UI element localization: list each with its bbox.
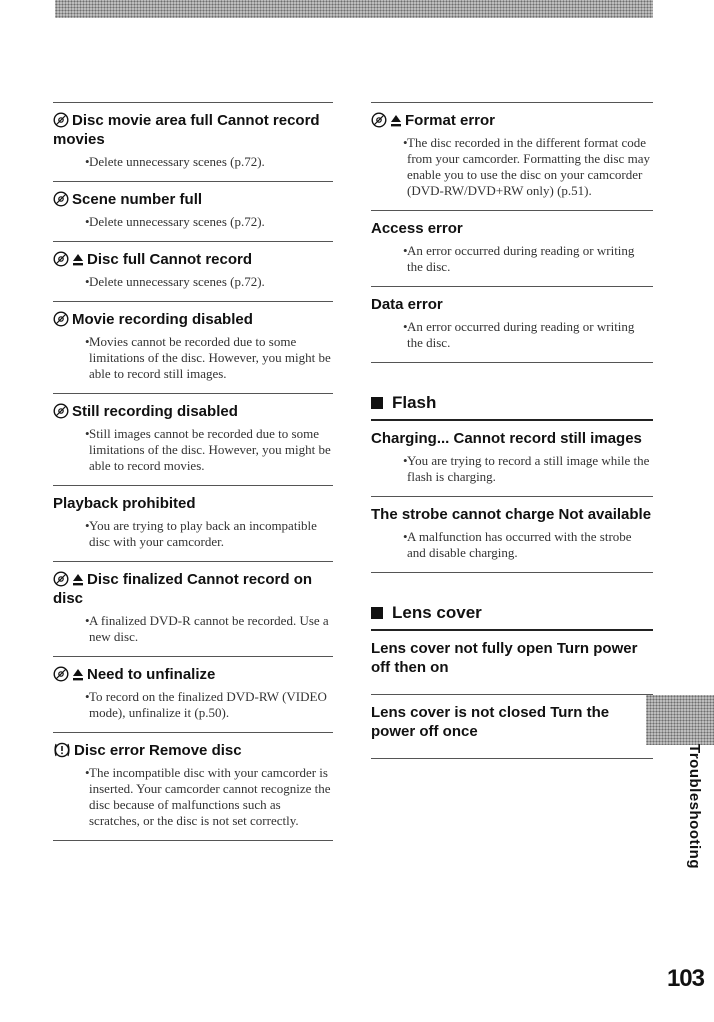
section-title: Flash: [392, 393, 437, 412]
message-heading: [53, 402, 333, 421]
message-title: Still recording disabled: [72, 403, 238, 420]
message-heading: [53, 570, 333, 608]
message-description: [53, 613, 333, 645]
message-title: Playback prohibited: [53, 495, 196, 512]
message-entry: [53, 181, 333, 241]
bullet-dot: •: [403, 319, 408, 334]
description-text: The disc recorded in the different format code from your camcorder. Formatting the disc may enable you to use the disc on your camcorder (DVD-RW/DVD+RW only) (p.51).: [407, 135, 650, 198]
message-heading: [371, 429, 653, 448]
message-entry: [371, 210, 653, 286]
side-tab-label: Troubleshooting: [686, 744, 703, 869]
message-entry: [53, 732, 333, 841]
description-text: You are trying to record a still image while the flash is charging.: [407, 453, 650, 484]
message-description: [371, 135, 653, 199]
message-description: [53, 154, 333, 170]
header-pattern-band: [55, 0, 653, 18]
disc-icon: [53, 666, 69, 682]
message-description: [371, 243, 653, 275]
message-title: Data error: [371, 296, 443, 313]
message-title: Access error: [371, 220, 463, 237]
disc-icon: [53, 403, 69, 419]
message-entry: [371, 286, 653, 363]
message-description: [53, 274, 333, 290]
message-title: Lens cover is not closed Turn the power off once: [371, 704, 610, 740]
bullet-dot: •: [85, 689, 90, 704]
bullet-dot: •: [403, 243, 408, 258]
disc-icon: [53, 251, 69, 267]
message-description: [53, 689, 333, 721]
message-heading: [53, 250, 333, 269]
eject-icon: [72, 573, 84, 587]
message-entry: [371, 631, 653, 694]
message-description: [53, 214, 333, 230]
message-description: [53, 518, 333, 550]
description-text: To record on the finalized DVD-RW (VIDEO mode), unfinalize it (p.50).: [89, 689, 327, 720]
bullet-dot: •: [403, 529, 408, 544]
message-heading: [371, 295, 653, 314]
message-entry: [371, 496, 653, 573]
message-title: The strobe cannot charge Not available: [371, 506, 652, 523]
message-heading: [53, 665, 333, 684]
message-title: Disc finalized Cannot record on disc: [53, 571, 313, 607]
bullet-dot: •: [403, 135, 408, 150]
message-heading: [371, 505, 653, 524]
message-entry: [53, 393, 333, 485]
right-column: [371, 102, 653, 759]
message-entry: [371, 694, 653, 759]
message-heading: [53, 190, 333, 209]
message-title: Disc movie area full Cannot record movies: [53, 112, 320, 148]
left-column: [53, 102, 333, 841]
message-title: Charging... Cannot record still images: [371, 430, 642, 447]
description-text: Delete unnecessary scenes (p.72).: [89, 154, 265, 169]
message-entry: [371, 421, 653, 496]
message-title: Format error: [405, 112, 496, 129]
bullet-dot: •: [403, 453, 408, 468]
message-entry: [53, 656, 333, 732]
message-entry: [53, 102, 333, 181]
message-entry: [53, 485, 333, 561]
message-title: Lens cover not fully open Turn power off then on: [371, 640, 638, 676]
disc-error-icon: [53, 742, 71, 758]
bullet-dot: •: [85, 154, 90, 169]
bullet-dot: •: [85, 274, 90, 289]
description-text: A malfunction has occurred with the strobe and disable charging.: [407, 529, 632, 560]
square-bullet-icon: [371, 397, 383, 409]
message-heading: [371, 111, 653, 130]
message-entry: [53, 561, 333, 656]
disc-icon: [53, 112, 69, 128]
message-description: [53, 765, 333, 829]
section-heading-lens-cover: [371, 603, 653, 631]
section-heading-flash: [371, 393, 653, 421]
description-text: Delete unnecessary scenes (p.72).: [89, 214, 265, 229]
message-heading: [371, 703, 653, 741]
message-title: Movie recording disabled: [72, 311, 253, 328]
message-description: [371, 453, 653, 485]
message-heading: [371, 219, 653, 238]
bullet-dot: •: [85, 214, 90, 229]
message-title: Need to unfinalize: [87, 666, 216, 683]
message-heading: [53, 741, 333, 760]
description-text: An error occurred during reading or writing the disc.: [407, 243, 635, 274]
message-description: [53, 426, 333, 474]
message-description: [53, 334, 333, 382]
eject-icon: [72, 668, 84, 682]
message-description: [371, 319, 653, 351]
disc-icon: [53, 571, 69, 587]
description-text: Still images cannot be recorded due to some limitations of the disc. However, you might be able to record movies.: [89, 426, 331, 473]
disc-icon: [53, 191, 69, 207]
message-heading: [53, 310, 333, 329]
description-text: A finalized DVD-R cannot be recorded. Use a new disc.: [89, 613, 329, 644]
message-heading: [53, 494, 333, 513]
description-text: Movies cannot be recorded due to some limitations of the disc. However, you might be able to record still images.: [89, 334, 331, 381]
description-text: The incompatible disc with your camcorder is inserted. Your camcorder cannot recognize the disc because of malfunctions such as scratches, or the disc is not set correctly.: [89, 765, 331, 828]
section-title: Lens cover: [392, 603, 482, 622]
bullet-dot: •: [85, 518, 90, 533]
message-entry: [53, 301, 333, 393]
message-title: Scene number full: [72, 191, 203, 208]
bullet-dot: •: [85, 334, 90, 349]
description-text: An error occurred during reading or writing the disc.: [407, 319, 635, 350]
eject-icon: [390, 114, 402, 128]
square-bullet-icon: [371, 607, 383, 619]
eject-icon: [72, 253, 84, 267]
description-text: Delete unnecessary scenes (p.72).: [89, 274, 265, 289]
bullet-dot: •: [85, 426, 90, 441]
message-entry: [53, 241, 333, 301]
message-heading: [53, 111, 333, 149]
bullet-dot: •: [85, 613, 90, 628]
bullet-dot: •: [85, 765, 90, 780]
message-heading: [371, 639, 653, 677]
message-title: Disc error Remove disc: [74, 742, 242, 759]
message-title: Disc full Cannot record: [87, 251, 253, 268]
page-number: 103: [666, 965, 704, 992]
side-tab-pattern: [646, 695, 714, 745]
description-text: You are trying to play back an incompatible disc with your camcorder.: [89, 518, 317, 549]
message-entry: [371, 102, 653, 210]
disc-icon: [53, 311, 69, 327]
message-description: [371, 529, 653, 561]
disc-icon: [371, 112, 387, 128]
